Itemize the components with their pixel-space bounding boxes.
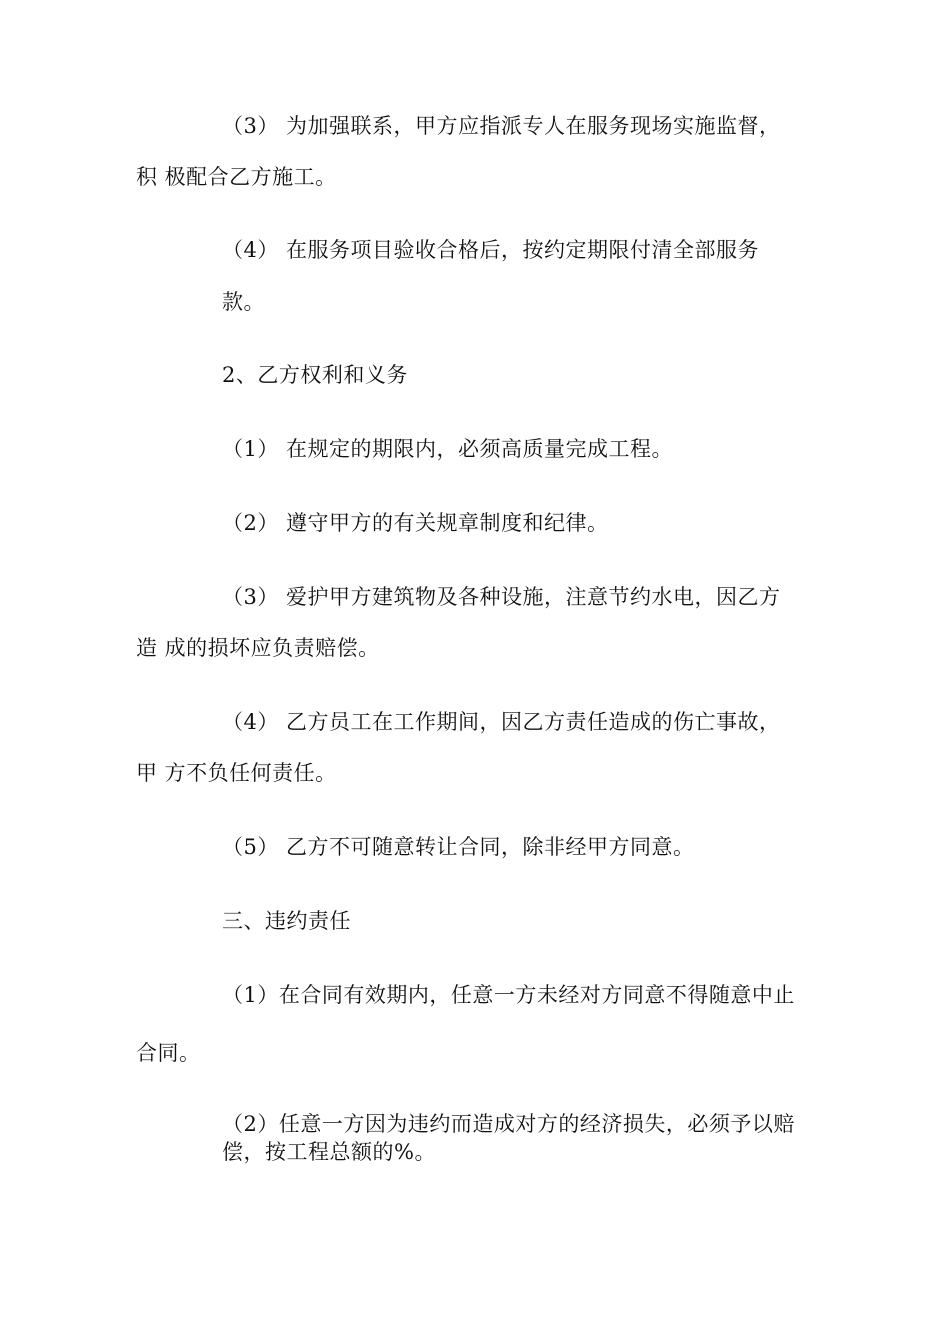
party-a-item-4-line-1: （4） 在服务项目验收合格后，按约定期限付清全部服务 xyxy=(222,238,760,262)
section-heading-party-b: 2、乙方权利和义务 xyxy=(222,363,408,387)
breach-item-2-line-2: 偿，按工程总额的%。 xyxy=(222,1140,436,1164)
party-a-item-4-line-2: 款。 xyxy=(222,290,265,314)
party-b-item-3-line-2: 造 成的损坏应负责赔偿。 xyxy=(136,636,380,660)
breach-item-1-line-1: （1）在合同有效期内，任意一方未经对方同意不得随意中止 xyxy=(222,983,795,1007)
breach-item-2-line-1: （2）任意一方因为违约而造成对方的经济损失，必须予以赔 xyxy=(222,1112,795,1136)
party-b-item-4-line-2: 甲 方不负任何责任。 xyxy=(136,761,337,785)
section-heading-breach: 三、违约责任 xyxy=(222,909,351,933)
party-b-item-3-line-1: （3） 爱护甲方建筑物及各种设施，注意节约水电，因乙方 xyxy=(222,585,781,609)
party-b-item-4-line-1: （4） 乙方员工在工作期间，因乙方责任造成的伤亡事故， xyxy=(222,710,781,734)
party-a-item-3-line-1: （3） 为加强联系，甲方应指派专人在服务现场实施监督， xyxy=(222,114,781,138)
party-a-item-3-line-2: 积 极配合乙方施工。 xyxy=(136,165,337,189)
party-b-item-1: （1） 在规定的期限内，必须高质量完成工程。 xyxy=(222,437,674,461)
party-b-item-2: （2） 遵守甲方的有关规章制度和纪律。 xyxy=(222,511,609,535)
party-b-item-5: （5） 乙方不可随意转让合同，除非经甲方同意。 xyxy=(222,835,695,859)
breach-item-1-line-2: 合同。 xyxy=(136,1041,201,1065)
